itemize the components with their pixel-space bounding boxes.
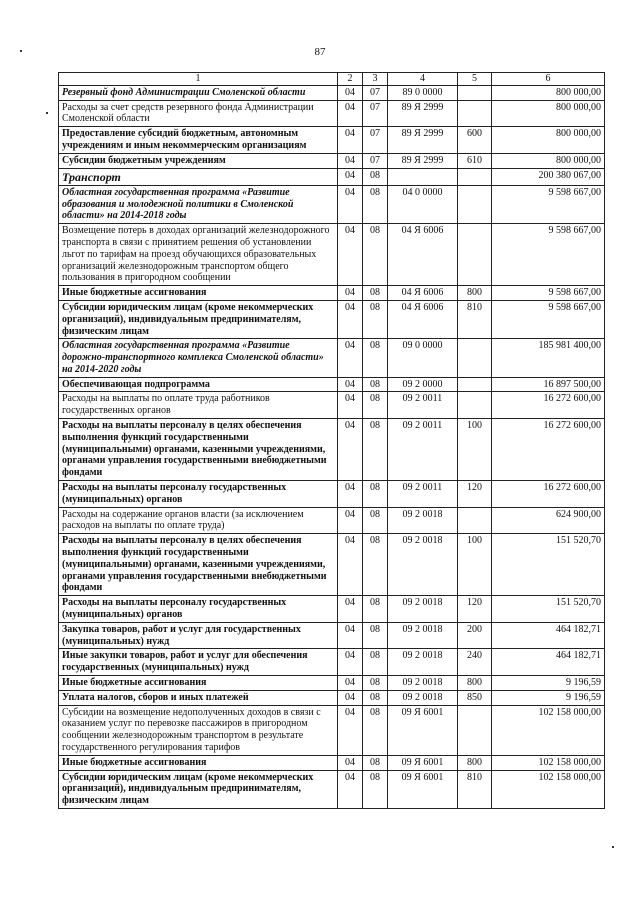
cell-col-5 — [458, 392, 492, 419]
cell-col-6: 16 272 600,00 — [492, 481, 605, 508]
page-number: 87 — [314, 46, 326, 58]
cell-name: Субсидии бюджетным учреждениям — [59, 153, 338, 168]
cell-col-5: 810 — [458, 300, 492, 338]
cell-name: Иные закупки товаров, работ и услуг для обеспечения государственных (муниципальных) нужд — [59, 649, 338, 676]
cell-col-2: 04 — [338, 339, 363, 377]
cell-col-2: 04 — [338, 507, 363, 534]
cell-col-5: 240 — [458, 649, 492, 676]
cell-col-4: 09 2 0011 — [388, 392, 458, 419]
cell-col-2: 04 — [338, 224, 363, 286]
cell-col-6: 185 981 400,00 — [492, 339, 605, 377]
cell-col-3: 08 — [363, 622, 388, 649]
cell-col-3: 08 — [363, 286, 388, 301]
cell-col-3: 08 — [363, 596, 388, 623]
cell-col-2: 04 — [338, 100, 363, 127]
table-row — [59, 339, 605, 377]
cell-col-2: 04 — [338, 185, 363, 223]
cell-col-4: 09 Я 6001 — [388, 755, 458, 770]
cell-name: Предоставление субсидий бюджетным, автономным учреждениям и иным некоммерческим организациям — [59, 127, 338, 154]
header-cell: 1 — [59, 73, 338, 86]
cell-col-5 — [458, 377, 492, 392]
cell-col-4: 09 2 0018 — [388, 534, 458, 596]
cell-name: Субсидии юридическим лицам (кроме некоммерческих организаций), индивидуальным предпринимателям, физическим лицам — [59, 770, 338, 808]
cell-col-5: 610 — [458, 153, 492, 168]
cell-col-2: 04 — [338, 596, 363, 623]
cell-col-4: 09 2 0018 — [388, 507, 458, 534]
cell-col-4: 09 2 0018 — [388, 676, 458, 691]
cell-name: Расходы на выплаты персоналу в целях обеспечения выполнения функций государственными (муниципальными) органами, казенными учреждениями, органами управления государственными внебюджетными фондами — [59, 534, 338, 596]
cell-col-2: 04 — [338, 419, 363, 481]
header-cell: 5 — [458, 73, 492, 86]
cell-col-6: 16 272 600,00 — [492, 392, 605, 419]
table-row — [59, 300, 605, 338]
cell-col-3: 08 — [363, 534, 388, 596]
cell-col-3: 08 — [363, 419, 388, 481]
cell-col-6: 9 196,59 — [492, 690, 605, 705]
cell-col-6: 800 000,00 — [492, 153, 605, 168]
cell-name: Иные бюджетные ассигнования — [59, 286, 338, 301]
cell-name: Закупка товаров, работ и услуг для государственных (муниципальных) нужд — [59, 622, 338, 649]
cell-col-3: 08 — [363, 392, 388, 419]
header-cell: 6 — [492, 73, 605, 86]
cell-col-6: 800 000,00 — [492, 127, 605, 154]
cell-col-3: 08 — [363, 676, 388, 691]
cell-col-2: 04 — [338, 377, 363, 392]
cell-name: Расходы на выплаты по оплате труда работников государственных органов — [59, 392, 338, 419]
cell-name: Субсидии юридическим лицам (кроме некоммерческих организаций), индивидуальным предпринимателям, физическим лицам — [59, 300, 338, 338]
cell-name: Возмещение потерь в доходах организаций железнодорожного транспорта в связи с принятием решения об установлении льгот по тарифам на проезд обучающихся образовательных организаций железнодорожным транспортом общего пользования в пригородном сообщении — [59, 224, 338, 286]
table-row — [59, 153, 605, 168]
cell-col-5 — [458, 705, 492, 755]
cell-col-3: 08 — [363, 705, 388, 755]
cell-col-5: 200 — [458, 622, 492, 649]
cell-col-3: 08 — [363, 690, 388, 705]
cell-col-5: 800 — [458, 286, 492, 301]
cell-col-4: 04 Я 6006 — [388, 224, 458, 286]
cell-col-2: 04 — [338, 622, 363, 649]
cell-col-6: 151 520,70 — [492, 596, 605, 623]
cell-col-3: 08 — [363, 339, 388, 377]
cell-col-2: 04 — [338, 286, 363, 301]
cell-col-5 — [458, 224, 492, 286]
cell-col-4: 09 0 0000 — [388, 339, 458, 377]
cell-col-4: 09 2 0018 — [388, 690, 458, 705]
cell-col-6: 800 000,00 — [492, 85, 605, 100]
cell-col-3: 08 — [363, 377, 388, 392]
table-row — [59, 534, 605, 596]
cell-col-6: 151 520,70 — [492, 534, 605, 596]
cell-name: Субсидии на возмещение недополученных доходов в связи с оказанием услуг по перевозке пассажиров в пригородном сообщении железнодорожным транспортом в результате государственного регулирования тарифов — [59, 705, 338, 755]
cell-col-2: 04 — [338, 127, 363, 154]
cell-name: Расходы на выплаты персоналу государственных (муниципальных) органов — [59, 596, 338, 623]
cell-col-3: 08 — [363, 224, 388, 286]
cell-col-6: 9 598 667,00 — [492, 185, 605, 223]
cell-col-6: 102 158 000,00 — [492, 770, 605, 808]
table-row — [59, 100, 605, 127]
cell-col-2: 04 — [338, 300, 363, 338]
cell-col-5: 100 — [458, 419, 492, 481]
cell-col-5: 120 — [458, 596, 492, 623]
table-row — [59, 690, 605, 705]
cell-col-5 — [458, 100, 492, 127]
cell-col-4 — [388, 168, 458, 185]
table-row — [59, 185, 605, 223]
cell-name: Расходы на содержание органов власти (за исключением расходов на выплаты по оплате труда) — [59, 507, 338, 534]
table-row — [59, 286, 605, 301]
cell-col-5: 850 — [458, 690, 492, 705]
cell-col-3: 08 — [363, 168, 388, 185]
cell-name: Расходы на выплаты персоналу в целях обеспечения выполнения функций государственными (муниципальными) органами, казенными учреждениями, органами управления государственными внебюджетными фондами — [59, 419, 338, 481]
table-row — [59, 377, 605, 392]
table-row — [59, 622, 605, 649]
cell-name: Резервный фонд Администрации Смоленской области — [59, 85, 338, 100]
cell-col-4: 09 2 0018 — [388, 622, 458, 649]
cell-name: Обеспечивающая подпрограмма — [59, 377, 338, 392]
cell-col-2: 04 — [338, 755, 363, 770]
cell-col-6: 464 182,71 — [492, 622, 605, 649]
cell-col-3: 08 — [363, 185, 388, 223]
cell-col-5 — [458, 339, 492, 377]
cell-col-6: 102 158 000,00 — [492, 755, 605, 770]
cell-name: Расходы на выплаты персоналу государственных (муниципальных) органов — [59, 481, 338, 508]
table-row — [59, 770, 605, 808]
cell-col-5: 600 — [458, 127, 492, 154]
cell-col-6: 800 000,00 — [492, 100, 605, 127]
cell-col-6: 16 897 500,00 — [492, 377, 605, 392]
cell-col-4: 04 Я 6006 — [388, 286, 458, 301]
table-row — [59, 224, 605, 286]
cell-col-3: 07 — [363, 127, 388, 154]
cell-col-6: 9 598 667,00 — [492, 300, 605, 338]
cell-col-4: 09 2 0000 — [388, 377, 458, 392]
cell-col-2: 04 — [338, 481, 363, 508]
table-row — [59, 85, 605, 100]
cell-col-4: 09 Я 6001 — [388, 770, 458, 808]
cell-col-2: 04 — [338, 168, 363, 185]
table-row — [59, 705, 605, 755]
scan-speck — [46, 112, 48, 114]
cell-name: Областная государственная программа «Развитие образования и молодежной политики в Смоленской области» на 2014-2018 годы — [59, 185, 338, 223]
cell-col-3: 08 — [363, 481, 388, 508]
cell-col-2: 04 — [338, 705, 363, 755]
cell-col-4: 89 Я 2999 — [388, 100, 458, 127]
cell-col-6: 9 196,59 — [492, 676, 605, 691]
cell-col-6: 9 598 667,00 — [492, 286, 605, 301]
cell-col-5: 800 — [458, 676, 492, 691]
cell-col-3: 07 — [363, 85, 388, 100]
cell-col-6: 200 380 067,00 — [492, 168, 605, 185]
table-row — [59, 419, 605, 481]
cell-col-4: 04 Я 6006 — [388, 300, 458, 338]
cell-name: Транспорт — [59, 168, 338, 185]
cell-col-4: 09 2 0018 — [388, 649, 458, 676]
cell-col-4: 89 Я 2999 — [388, 153, 458, 168]
cell-col-6: 102 158 000,00 — [492, 705, 605, 755]
cell-name: Расходы за счет средств резервного фонда Администрации Смоленской области — [59, 100, 338, 127]
cell-col-5 — [458, 507, 492, 534]
cell-col-2: 04 — [338, 85, 363, 100]
cell-col-3: 08 — [363, 300, 388, 338]
cell-name: Иные бюджетные ассигнования — [59, 755, 338, 770]
cell-col-5 — [458, 185, 492, 223]
table-row — [59, 649, 605, 676]
cell-col-3: 07 — [363, 100, 388, 127]
cell-name: Иные бюджетные ассигнования — [59, 676, 338, 691]
cell-col-3: 08 — [363, 770, 388, 808]
cell-col-4: 04 0 0000 — [388, 185, 458, 223]
cell-col-5 — [458, 85, 492, 100]
cell-col-2: 04 — [338, 676, 363, 691]
scan-speck — [612, 846, 614, 848]
cell-col-3: 08 — [363, 507, 388, 534]
cell-col-6: 624 900,00 — [492, 507, 605, 534]
cell-col-2: 04 — [338, 392, 363, 419]
cell-col-5 — [458, 168, 492, 185]
cell-col-3: 08 — [363, 649, 388, 676]
cell-name: Уплата налогов, сборов и иных платежей — [59, 690, 338, 705]
header-cell: 3 — [363, 73, 388, 86]
cell-col-3: 07 — [363, 153, 388, 168]
cell-col-6: 464 182,71 — [492, 649, 605, 676]
header-row — [59, 73, 605, 86]
table-row — [59, 676, 605, 691]
header-cell: 4 — [388, 73, 458, 86]
table-row — [59, 168, 605, 185]
cell-col-6: 9 598 667,00 — [492, 224, 605, 286]
cell-col-5: 810 — [458, 770, 492, 808]
table-row — [59, 127, 605, 154]
cell-col-2: 04 — [338, 649, 363, 676]
cell-col-2: 04 — [338, 534, 363, 596]
cell-name: Областная государственная программа «Развитие дорожно-транспортного комплекса Смоленской области» на 2014-2020 годы — [59, 339, 338, 377]
cell-col-4: 89 Я 2999 — [388, 127, 458, 154]
cell-col-2: 04 — [338, 770, 363, 808]
cell-col-3: 08 — [363, 755, 388, 770]
cell-col-4: 09 2 0018 — [388, 596, 458, 623]
header-cell: 2 — [338, 73, 363, 86]
cell-col-4: 09 Я 6001 — [388, 705, 458, 755]
table-row — [59, 755, 605, 770]
cell-col-5: 120 — [458, 481, 492, 508]
table-row — [59, 507, 605, 534]
table-row — [59, 392, 605, 419]
cell-col-5: 100 — [458, 534, 492, 596]
cell-col-5: 800 — [458, 755, 492, 770]
cell-col-4: 09 2 0011 — [388, 419, 458, 481]
cell-col-4: 09 2 0011 — [388, 481, 458, 508]
cell-col-2: 04 — [338, 153, 363, 168]
table-row — [59, 481, 605, 508]
cell-col-4: 89 0 0000 — [388, 85, 458, 100]
cell-col-6: 16 272 600,00 — [492, 419, 605, 481]
budget-table — [58, 72, 605, 809]
cell-col-2: 04 — [338, 690, 363, 705]
table-row — [59, 596, 605, 623]
